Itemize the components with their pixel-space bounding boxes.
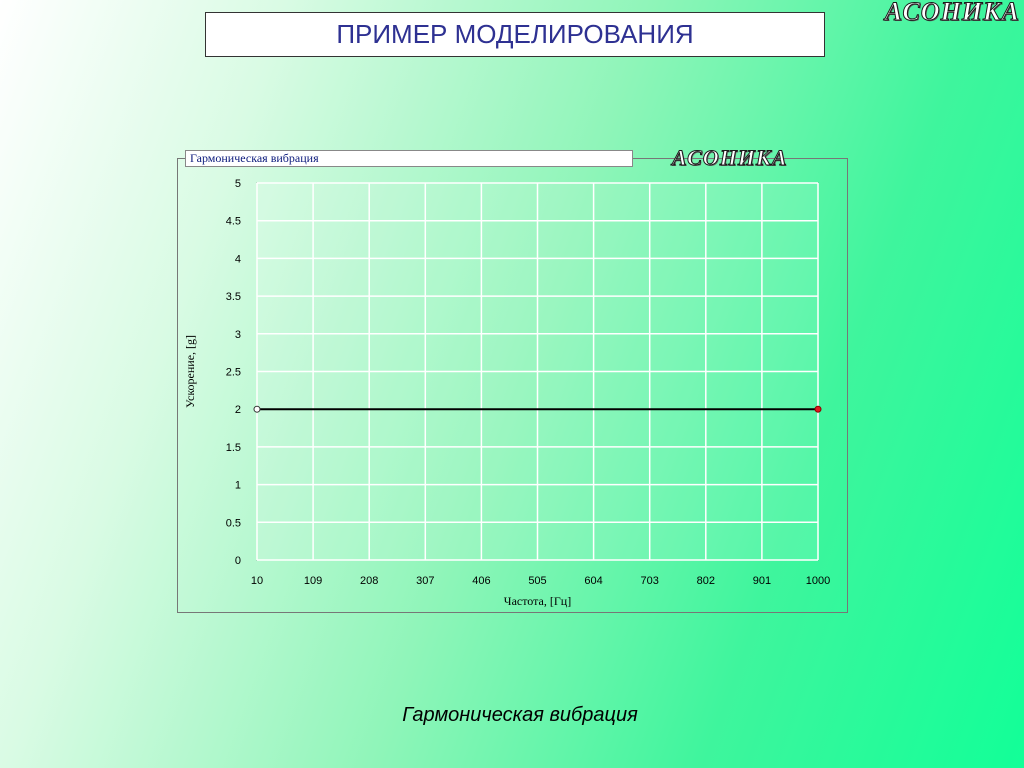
x-tick-label: 604 (584, 575, 603, 587)
x-axis-label: Частота, [Гц] (503, 594, 572, 608)
y-tick-label: 0.5 (225, 517, 241, 530)
y-tick-label: 4 (234, 253, 241, 266)
x-tick-label: 703 (640, 575, 659, 587)
x-tick-label: 802 (696, 575, 715, 587)
y-tick-label: 2 (234, 404, 241, 417)
brand-logo: АСОНИКА (884, 0, 1020, 26)
x-tick-label: 10 (250, 575, 264, 587)
y-tick-label: 3.5 (225, 291, 241, 304)
x-tick-label: 406 (472, 575, 491, 587)
x-tick-label: 307 (416, 575, 435, 587)
y-tick-label: 0 (234, 555, 241, 567)
y-tick-label: 1.5 (225, 441, 241, 454)
x-tick-label: 901 (752, 575, 772, 587)
x-tick-label: 208 (360, 575, 379, 587)
series-end-marker (815, 406, 821, 412)
footer-caption: Гармоническая вибрация (402, 704, 638, 726)
slide-title: ПРИМЕР МОДЕЛИРОВАНИЯ (205, 12, 825, 57)
y-tick-label: 1 (234, 479, 241, 492)
x-tick-label: 1000 (805, 575, 831, 587)
y-tick-label: 2.5 (225, 366, 241, 379)
y-tick-label: 3 (234, 328, 241, 341)
chart-caption: Гармоническая вибрация (185, 150, 633, 167)
y-tick-label: 5 (234, 178, 241, 190)
x-tick-label: 505 (528, 575, 547, 587)
y-axis-label: Ускорение, [g] (183, 334, 197, 409)
chart-brand-logo: АСОНИКА (672, 145, 788, 170)
y-tick-label: 4.5 (225, 215, 241, 228)
x-tick-label: 109 (303, 575, 323, 587)
series-start-marker (254, 406, 260, 412)
